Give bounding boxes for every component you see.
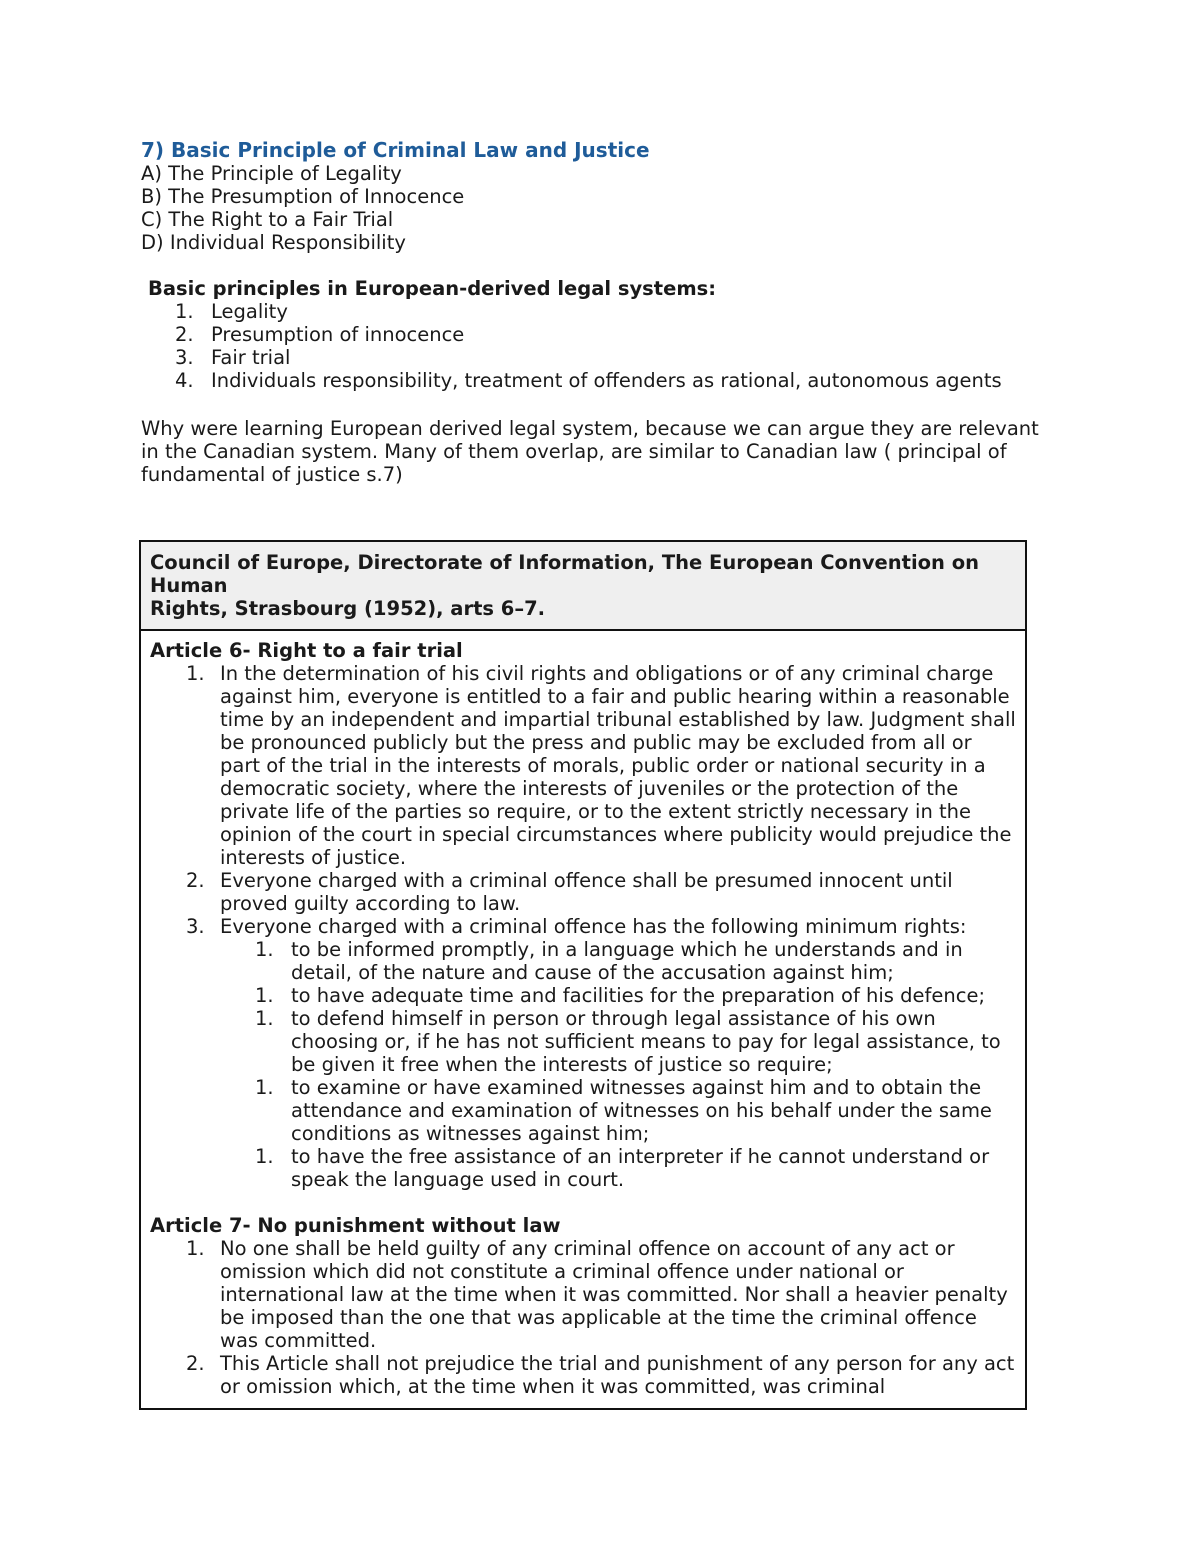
- convention-excerpt-box: [139, 540, 1027, 1410]
- outline-item-c: C) The Right to a Fair Trial: [141, 208, 394, 231]
- list-item-text: to be informed promptly, in a language which he understands and in detail, of the nature and cause of the accusation against him;: [291, 938, 963, 984]
- list-item-text: Individuals responsibility, treatment of offenders as rational, autonomous agents: [211, 369, 1002, 392]
- list-item: [186, 1237, 1017, 1352]
- list-number: 1.: [175, 300, 194, 323]
- list-number: 1.: [255, 1076, 274, 1099]
- list-item-text: No one shall be held guilty of any criminal offence on account of any act or omission which did not constitute a criminal offence under national or international law at the time when it was committed. Nor shall a heavier penalty be imposed than the one that was applicable at the time the criminal offence was committed.: [220, 1237, 1008, 1352]
- principles-heading: Basic principles in European-derived legal systems:: [148, 277, 717, 300]
- body-paragraph: Why were learning European derived legal system, because we can argue they are relevant in the Canadian system. Many of them overlap, are similar to Canadian law ( principal of fundamental of justice s.7): [141, 417, 1039, 486]
- document-page: [141, 139, 1061, 486]
- list-number: 3.: [175, 346, 194, 369]
- list-item: [186, 662, 1017, 869]
- list-number: 2.: [175, 323, 194, 346]
- list-number: 2.: [186, 1352, 205, 1375]
- list-item-text: Everyone charged with a criminal offence has the following minimum rights:: [220, 915, 967, 938]
- principles-list: [141, 300, 1061, 392]
- list-item-text: Legality: [211, 300, 288, 323]
- article-6-title: Article 6- Right to a fair trial: [150, 639, 463, 662]
- list-number: 1.: [255, 984, 274, 1007]
- list-number: 3.: [186, 915, 205, 938]
- list-number: 1.: [255, 938, 274, 961]
- minimum-rights-list: [220, 938, 1017, 1191]
- list-item: [255, 984, 1017, 1007]
- list-item-text: Fair trial: [211, 346, 291, 369]
- list-number: 1.: [255, 1145, 274, 1168]
- list-item: [175, 369, 1061, 392]
- list-item: [255, 938, 1017, 984]
- article-6-list: [150, 662, 1017, 1191]
- list-item: [255, 1145, 1017, 1191]
- list-item-text: to have the free assistance of an interpreter if he cannot understand or speak the language used in court.: [291, 1145, 990, 1191]
- list-item: [186, 915, 1017, 1191]
- citation-line-2: Rights, Strasbourg (1952), arts 6–7.: [150, 597, 546, 620]
- section-heading: 7) Basic Principle of Criminal Law and Justice: [141, 138, 650, 162]
- list-item: [175, 300, 1061, 323]
- outline-item-b: B) The Presumption of Innocence: [141, 185, 465, 208]
- outline-item-d: D) Individual Responsibility: [141, 231, 406, 254]
- list-item: [255, 1007, 1017, 1076]
- list-item: [186, 1352, 1017, 1398]
- list-number: 2.: [186, 869, 205, 892]
- outline-item-a: A) The Principle of Legality: [141, 162, 402, 185]
- list-item: [175, 346, 1061, 369]
- list-item-text: to examine or have examined witnesses against him and to obtain the attendance and examination of witnesses on his behalf under the same conditions as witnesses against him;: [291, 1076, 992, 1145]
- list-number: 4.: [175, 369, 194, 392]
- list-item-text: to have adequate time and facilities for the preparation of his defence;: [291, 984, 986, 1007]
- list-item-text: This Article shall not prejudice the trial and punishment of any person for any act or omission which, at the time when it was committed, was criminal: [220, 1352, 1015, 1398]
- list-item-text: to defend himself in person or through legal assistance of his own choosing or, if he has not sufficient means to pay for legal assistance, to be given it free when the interests of justice so require;: [291, 1007, 1001, 1076]
- list-number: 1.: [186, 662, 205, 685]
- list-number: 1.: [186, 1237, 205, 1260]
- list-number: 1.: [255, 1007, 274, 1030]
- excerpt-body: [141, 631, 1025, 1408]
- list-item-text: In the determination of his civil rights and obligations or of any criminal charge against him, everyone is entitled to a fair and public hearing within a reasonable time by an independent and impartial tribunal established by law. Judgment shall be pronounced publicly but the press and public may be excluded from all or part of the trial in the interests of morals, public order or national security in a democratic society, where the interests of juveniles or the protection of the private life of the parties so require, or to the extent strictly necessary in the opinion of the court in special circumstances where publicity would prejudice the interests of justice.: [220, 662, 1016, 869]
- list-item: [175, 323, 1061, 346]
- citation-line-1: Council of Europe, Directorate of Information, The European Convention on Human: [150, 551, 980, 597]
- excerpt-citation: [141, 542, 1025, 631]
- article-7-list: [150, 1237, 1017, 1398]
- list-item-text: Presumption of innocence: [211, 323, 465, 346]
- list-item: [255, 1076, 1017, 1145]
- article-7-title: Article 7- No punishment without law: [150, 1214, 561, 1237]
- list-item: [186, 869, 1017, 915]
- list-item-text: Everyone charged with a criminal offence shall be presumed innocent until proved guilty according to law.: [220, 869, 953, 915]
